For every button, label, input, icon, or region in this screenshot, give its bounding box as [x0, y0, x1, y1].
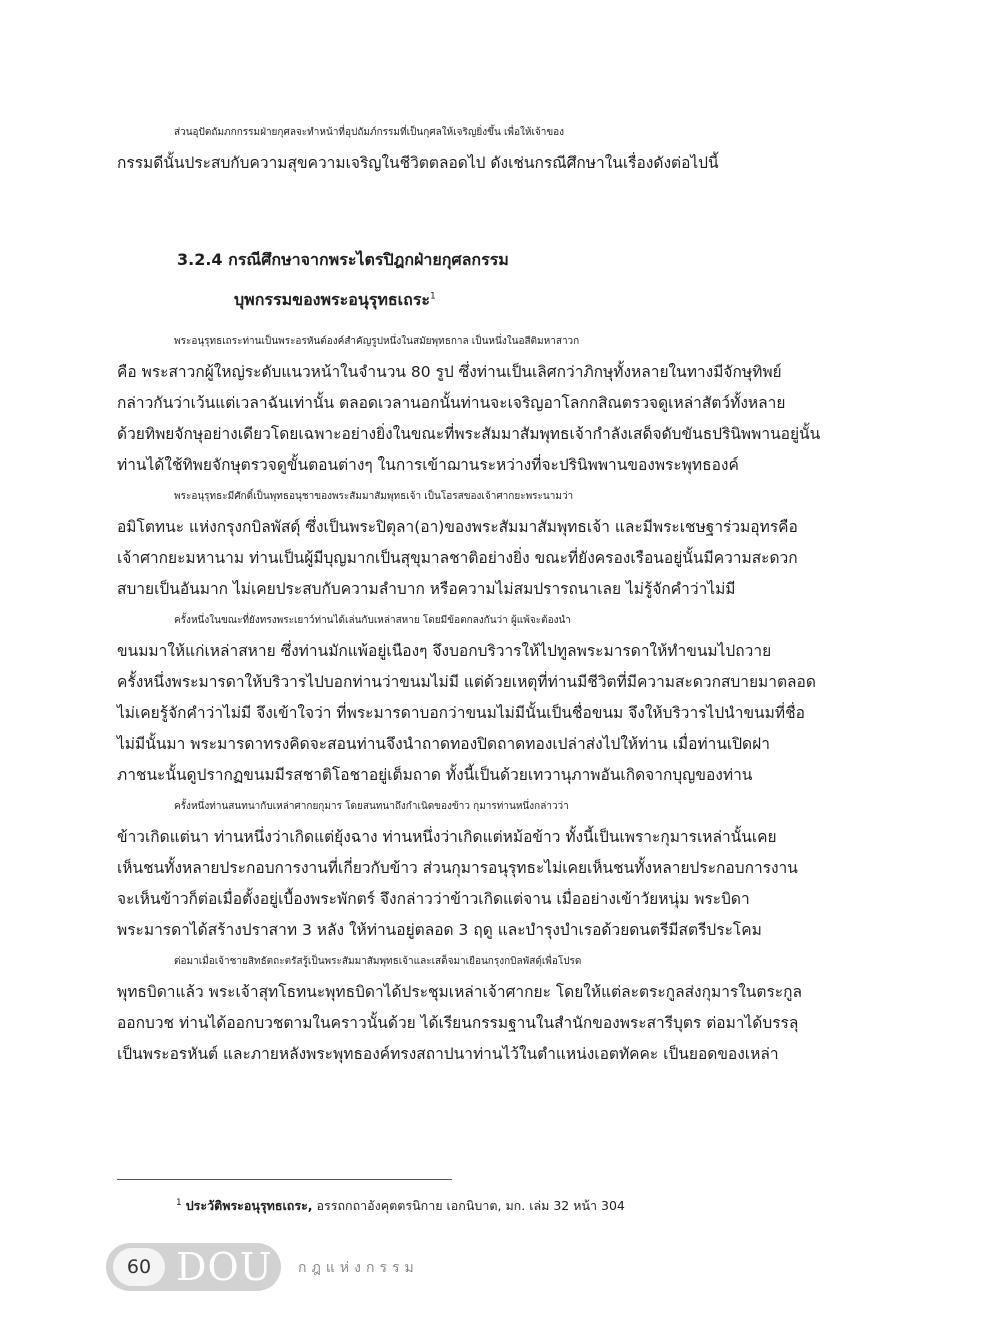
- paragraph: [117, 326, 882, 481]
- text-line: พระอนุรุทธะมีศักดิ์เป็นพุทธอนุชาของพระสัมมาสัมพุทธเจ้า เป็นโอรสของเจ้าศากยะพระนามว่า: [174, 491, 574, 502]
- main-text: [117, 326, 882, 1070]
- text-line: สบายเป็นอันมาก ไม่เคยประสบกับความลำบาก หรือความไม่สมปรารถนาเลย ไม่รู้จักคำว่าไม่มี: [117, 580, 736, 598]
- text-line: เป็นพระอรหันต์ และภายหลังพระพุทธองค์ทรงสถาปนาท่านไว้ในตำแหน่งเอตทัคคะ เป็นยอดของเหล่า: [117, 1045, 779, 1063]
- footnote-ref: 1: [430, 291, 436, 302]
- text-line: ครั้งหนึ่งในขณะที่ยังทรงพระเยาว์ท่านได้เล่นกับเหล่าสหาย โดยมีข้อตกลงกันว่า ผู้แพ้จะต้องนำ: [174, 615, 571, 626]
- dou-logo: DOU: [176, 1245, 273, 1289]
- text-line: พระอนุรุทธเถระท่านเป็นพระอรหันต์องค์สำคัญรูปหนึ่งในสมัยพุทธกาล เป็นหนึ่งในอสีติมหาสาวก: [174, 336, 580, 347]
- text-line: ข้าวเกิดแต่นา ท่านหนึ่งว่าเกิดแต่ยุ้งฉาง ท่านหนึ่งว่าเกิดแต่หม้อข้าว ทั้งนี้เป็นเพราะกุมารเหล่านั้นเคย: [117, 828, 777, 846]
- text-line: กล่าวกันว่าเว้นแต่เวลาฉันเท่านั้น ตลอดเวลานอกนั้นท่านจะเจริญอาโลกกสิณตรวจดูเหล่าสัตว์ทั้งหลาย: [117, 394, 786, 412]
- text-line: ไม่มีนั้นมา พระมารดาทรงคิดจะสอนท่านจึงนำถาดทองปิดถาดทองเปล่าส่งไปให้ท่าน เมื่อท่านเปิดฝา: [117, 735, 770, 753]
- footnote-title: ประวัติพระอนุรุทธเถระ,: [185, 1198, 313, 1213]
- footnote-number: 1: [176, 1197, 182, 1208]
- text-line: คือ พระสาวกผู้ใหญ่ระดับแนวหน้าในจำนวน 80 รูป ซึ่งท่านเป็นเลิศกว่าภิกษุทั้งหลายในทางมีจักษุทิพย์: [117, 363, 782, 381]
- text-line: กรรมดีนั้นประสบกับความสุขความเจริญในชีวิตตลอดไป ดังเช่นกรณีศึกษาในเรื่องดังต่อไปนี้: [117, 154, 719, 172]
- text-line: ส่วนอุปัตถัมภกกรรมฝ่ายกุศลจะทำหน้าที่อุปถัมภ์กรรมที่เป็นกุศลให้เจริญยิ่งขึ้น เพื่อให้เจ้าของ: [174, 127, 565, 138]
- footnote-text: อรรถกถาอังคุตตรนิกาย เอกนิบาต, มก. เล่ม 32 หน้า 304: [312, 1198, 625, 1213]
- footer-badge: [106, 1243, 281, 1291]
- paragraph: [117, 481, 882, 605]
- section-heading: 3.2.4 กรณีศึกษาจากพระไตรปิฎกฝ่ายกุศลกรรม: [177, 250, 509, 269]
- paragraph: [117, 605, 882, 791]
- footnote-divider: [117, 1179, 452, 1180]
- text-line: เห็นชนทั้งหลายประกอบการงานที่เกี่ยวกับข้าว ส่วนกุมารอนุรุทธะไม่เคยเห็นชนทั้งหลายประกอบการงาน: [117, 859, 798, 877]
- text-line: ไม่เคยรู้จักคำว่าไม่มี จึงเข้าใจว่า ที่พระมารดาบอกว่าขนมไม่มีนั้นเป็นชื่อขนม จึงให้บริวารไปนำขนมที่ชื่อ: [117, 704, 805, 722]
- text-line: ท่านได้ใช้ทิพยจักษุตรวจดูขั้นตอนต่างๆ ในการเข้าฌานระหว่างที่จะปรินิพพานของพระพุทธองค์: [117, 456, 739, 474]
- subheading-text: บุพกรรมของพระอนุรุทธเถระ: [234, 290, 431, 309]
- text-line: ครั้งหนึ่งท่านสนทนากับเหล่าศากยกุมาร โดยสนทนาถึงกำเนิดของข้าว กุมารท่านหนึ่งกล่าวว่า: [174, 801, 569, 812]
- text-line: อมิโตทนะ แห่งกรุงกบิลพัสดุ์ ซึ่งเป็นพระปิตุลา(อา)ของพระสัมมาสัมพุทธเจ้า และมีพระเชษฐาร่วมอุทรคือ: [117, 518, 798, 536]
- intro-paragraph: [117, 117, 882, 179]
- text-line: พระมารดาได้สร้างปราสาท 3 หลัง ให้ท่านอยู่ตลอด 3 ฤดู และบำรุงบำเรอด้วยดนตรีมีสตรีประโคม: [117, 921, 762, 939]
- footnote: [176, 1196, 625, 1216]
- text-line: จะเห็นข้าวก็ต่อเมื่อตั้งอยู่เบื้องพระพักตร์ จึงกล่าวว่าข้าวเกิดแต่จาน เมื่ออย่างเข้าวัยหนุ่ม พระบิดา: [117, 890, 750, 908]
- paragraph: [117, 117, 882, 179]
- text-line: ด้วยทิพยจักษุอย่างเดียวโดยเฉพาะอย่างยิ่งในขณะที่พระสัมมาสัมพุทธเจ้ากำลังเสด็จดับขันธปรินิพพานอยู่นั้น: [117, 425, 821, 443]
- running-title: กฎแห่งกรรม: [298, 1260, 419, 1276]
- text-line: ขนมมาให้แก่เหล่าสหาย ซึ่งท่านมักแพ้อยู่เนืองๆ จึงบอกบริวารให้ไปทูลพระมารดาให้ทำขนมไปถวาย: [117, 642, 772, 660]
- text-line: ออกบวช ท่านได้ออกบวชตามในคราวนั้นด้วย ได้เรียนกรรมฐานในสำนักของพระสารีบุตร ต่อมาได้บรรลุ: [117, 1014, 799, 1032]
- subheading: [234, 288, 436, 313]
- text-line: ครั้งหนึ่งพระมารดาให้บริวารไปบอกท่านว่าขนมไม่มี แต่ด้วยเหตุที่ท่านมีชีวิตที่มีความสะดวกสบายมาตลอด: [117, 673, 816, 691]
- page-number: 60: [113, 1248, 165, 1286]
- paragraph: [117, 791, 882, 946]
- text-line: เจ้าศากยะมหานาม ท่านเป็นผู้มีบุญมากเป็นสุขุมาลชาติอย่างยิ่ง ขณะที่ยังครองเรือนอยู่นั้นมีความสะดวก: [117, 549, 798, 567]
- text-line: พุทธบิดาแล้ว พระเจ้าสุทโธทนะพุทธบิดาได้ประชุมเหล่าเจ้าศากยะ โดยให้แต่ละตระกูลส่งกุมารในตระกูล: [117, 983, 802, 1001]
- paragraph: [117, 946, 882, 1070]
- text-line: ต่อมาเมื่อเจ้าชายสิทธัตถะตรัสรู้เป็นพระสัมมาสัมพุทธเจ้าและเสด็จมาเยือนกรุงกบิลพัสดุ์เพื่อโปรด: [174, 956, 582, 967]
- text-line: ภาชนะนั้นดูปรากฏขนมมีรสชาติโอชาอยู่เต็มถาด ทั้งนี้เป็นด้วยเทวานุภาพอันเกิดจากบุญของท่าน: [117, 766, 753, 784]
